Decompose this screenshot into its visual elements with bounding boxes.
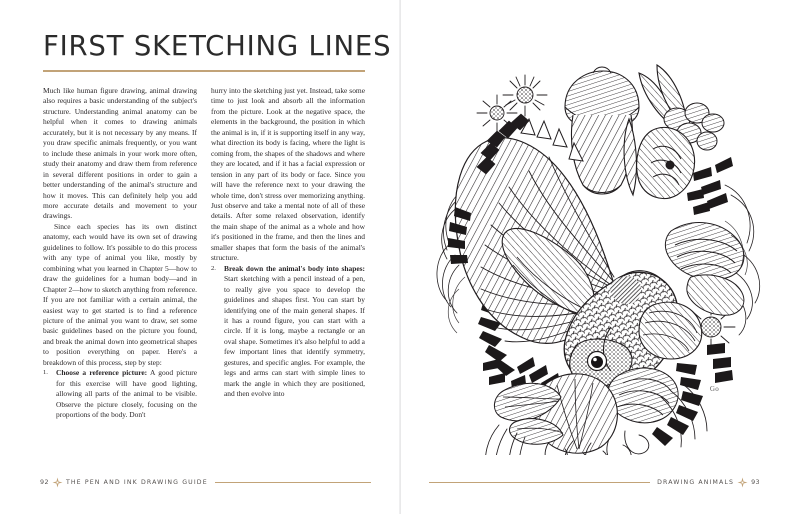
list-item-number: 2. (211, 264, 216, 272)
diamond-star-icon (737, 477, 748, 488)
diamond-star-icon (52, 477, 63, 488)
page-number: 92 (40, 478, 49, 486)
title-underline-rule (43, 70, 365, 72)
text-column-one (43, 86, 197, 458)
footer-right (422, 476, 760, 488)
artist-signature: Go (709, 385, 719, 393)
right-page (400, 0, 800, 514)
betta-fish-illustration (425, 45, 777, 455)
list-item (43, 368, 197, 420)
list-item-number: 1. (43, 369, 48, 377)
footer-rule (215, 482, 371, 483)
steps-list (211, 264, 365, 400)
text-columns (43, 86, 365, 458)
steps-list (43, 368, 197, 420)
text-column-two (211, 86, 365, 458)
list-item-body: Start sketching with a pencil instead of a pen, to really give you space to develop the guidelines and shapes first. You can start by identifying one of the main general shapes. If it has a round figure, you can start with a circle. If it is long, maybe a rectangle or an oval shape. Sometimes it's also helpful to add a few important lines that identify symmetry, gestures, and specific angles. For example, the legs and arms can start with simple lines to mark the angle in which they are positioned, and then evolve into (224, 274, 365, 399)
list-item-lead: Break down the animal's body into shapes: (224, 263, 365, 273)
page-number: 93 (751, 478, 760, 486)
page-title: FIRST SKETCHING LINES (43, 30, 392, 62)
running-title: THE PEN AND INK DRAWING GUIDE (65, 478, 208, 486)
footer-rule (429, 482, 650, 483)
list-item-lead: Choose a reference picture: (56, 368, 148, 378)
footer-left (40, 476, 378, 488)
body-paragraph: Much like human figure drawing, animal drawing also requires a basic understanding of the subject's structure. Understanding animal anatomy can be helpful when it comes to drawing animals accurately, but it is not necessary by any means. If you draw specific animals frequently, or you want to include these animals in your work more often, study their anatomy and draw them from reference in several different positions in order to gain a better understanding of the animal's structure and how it moves. This can definitely help you add more accurate details and movement to your drawings. (43, 86, 197, 221)
list-item (211, 264, 365, 400)
spine-gutter (399, 0, 401, 514)
running-title: DRAWING ANIMALS (657, 478, 735, 486)
body-paragraph: Since each species has its own distinct anatomy, each would have its own set of drawing guidelines to follow. It's possible to do this process with any type of animal you like, mostly by combining what you learned in Chapter 5—how to draw the guidelines for a human body—and in Chapter 2—how to sketch anything from reference. If you are not familiar with a certain animal, the easiest way to get started is to find a reference picture of the animal you want to draw, set some basic guidelines based on the picture you found, and break the animal down into geometrical shapes to position everything on paper. Here's a breakdown of this process, step by step: (43, 221, 197, 367)
list-item-body: A good picture for this exercise will have good lighting, allowing all parts of the animal to be visible. Observe the picture closely, focusing on the proportions of the body. Don't (56, 368, 198, 420)
body-paragraph: hurry into the sketching just yet. Instead, take some time to just look and absorb all the information from the picture. Look at the negative space, the elements in the background, the position in which the animal is in, if it is supporting itself in any way, what direction its body is facing, where the light is coming from, the shapes of the shadows and where they are located, and if it has a facial expression or tension in any part of its body or face. Since you will have the reference next to your drawing the whole time, don't stress over memorizing anything. Just observe and take a mental note of all of these details. After some relaxed observation, identify the main shape of the animal as a whole and how it's positioned in the frame, and then the lines and smaller shapes that form the basis of the animal's structure. (211, 86, 365, 263)
